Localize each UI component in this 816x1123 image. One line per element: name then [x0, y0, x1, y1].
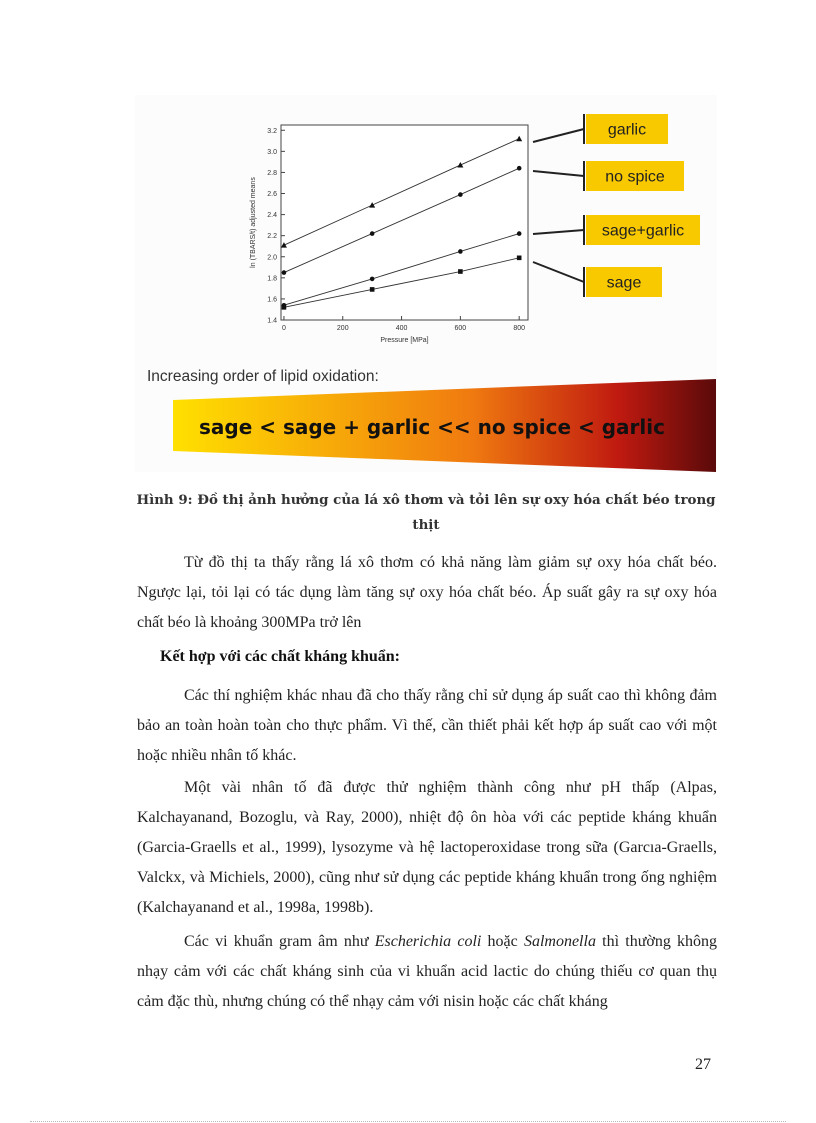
- y-tick-label: 3.0: [267, 148, 277, 156]
- y-tick-label: 2.4: [267, 212, 277, 220]
- legend-connector: [533, 262, 584, 282]
- data-point: [517, 231, 522, 236]
- legend-label: garlic: [607, 121, 647, 139]
- annotation-title: Increasing order of lipid oxidation:: [147, 368, 379, 385]
- legend-connector: [533, 230, 584, 234]
- species-ecoli: Escherichia coli: [374, 933, 482, 950]
- data-point: [517, 166, 522, 171]
- y-tick-label: 2.2: [267, 233, 277, 241]
- p4-text-or: hoặc: [481, 933, 524, 950]
- data-point: [458, 192, 463, 197]
- page-bottom-rule: [30, 1121, 786, 1122]
- legend-label: no spice: [605, 168, 665, 186]
- y-tick-label: 1.4: [267, 317, 277, 325]
- y-tick-label: 3.2: [267, 127, 277, 135]
- x-tick-label: 400: [395, 325, 408, 332]
- legend-connector: [533, 129, 584, 142]
- x-tick-label: 600: [454, 325, 467, 332]
- y-tick-label: 2.8: [267, 169, 277, 177]
- x-tick-label: 800: [513, 325, 526, 332]
- y-axis-label: ln (TBARS/t) adjusted means: [250, 177, 257, 268]
- x-tick-label: 0: [281, 325, 286, 332]
- section-heading: Kết hợp với các chất kháng khuẩn:: [160, 648, 400, 665]
- plot-frame: [281, 125, 528, 320]
- data-point: [458, 249, 463, 254]
- y-tick-label: 2.6: [267, 191, 277, 199]
- x-axis-label: Pressure [MPa]: [380, 337, 429, 344]
- x-tick-label: 200: [336, 325, 349, 332]
- legend-connector: [533, 171, 584, 176]
- data-point: [282, 270, 287, 275]
- figure: [135, 95, 717, 472]
- lipid-oxidation-chart: [135, 95, 717, 472]
- legend-label: sage+garlic: [601, 222, 685, 240]
- data-point: [282, 305, 287, 310]
- order-text: sage < sage + garlic << no spice < garlic: [199, 415, 665, 439]
- legend-label: sage: [606, 274, 642, 292]
- data-point: [458, 269, 463, 274]
- paragraph-4: [137, 927, 717, 1017]
- p4-text-post: thì thường không nhạy cảm với các chất kháng sinh của vi khuẩn acid lactic do chúng thiếu cơ quan thụ cảm đặc thù, nhưng chúng có thể nhạy cảm với nisin hoặc các chất kháng: [137, 933, 718, 1010]
- data-point: [370, 287, 375, 292]
- y-tick-label: 1.6: [267, 296, 277, 304]
- p4-text-pre: Các vi khuẩn gram âm như: [184, 933, 375, 950]
- figure-caption: Hình 9: Đồ thị ảnh hưởng của lá xô thơm và tỏi lên sự oxy hóa chất béo trong thịt: [136, 492, 716, 533]
- y-tick-label: 1.8: [267, 275, 277, 283]
- y-tick-label: 2.0: [267, 254, 277, 262]
- data-point: [370, 231, 375, 236]
- data-point: [370, 277, 375, 282]
- data-point: [517, 256, 522, 261]
- paragraph-3: Một vài nhân tố đã được thử nghiệm thành công như pH thấp (Alpas, Kalchayanand, Bozoglu, và Ray, 2000), nhiệt độ ôn hòa với các peptide kháng khuẩn (Garcia-Graells et al., 1999), lysozyme và hệ lactoperoxidase trong sữa (Garcıa-Graells, Valckx, và Michiels, 2000), cũng như sử dụng các peptide kháng khuẩn trong ống nghiệm (Kalchayanand et al., 1998a, 1998b).: [137, 779, 717, 916]
- paragraph-1: Từ đồ thị ta thấy rằng lá xô thơm có khả năng làm giảm sự oxy hóa chất béo. Ngược lại, tỏi lại có tác dụng làm tăng sự oxy hóa chất béo. Áp suất gây ra sự oxy hóa chất béo là khoảng 300MPa trở lên: [137, 554, 717, 631]
- paragraph-2: Các thí nghiệm khác nhau đã cho thấy rằng chỉ sử dụng áp suất cao thì không đảm bảo an toàn hoàn toàn cho thực phẩm. Vì thế, cần thiết phải kết hợp áp suất cao với một hoặc nhiều nhân tố khác.: [137, 687, 717, 764]
- page-number: 27: [695, 1056, 711, 1073]
- species-salmonella: Salmonella: [523, 933, 596, 950]
